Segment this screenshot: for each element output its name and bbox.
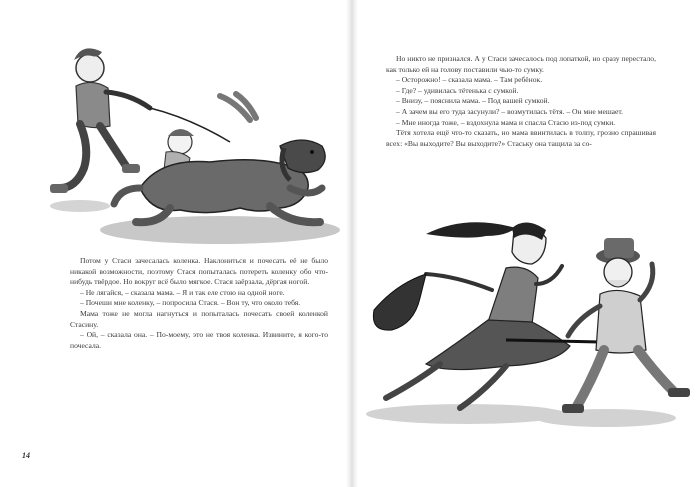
- left-paragraph-1: Потом у Стаси зачесалась коленка. Наклониться и почесать её не было никакой возможности, поэтому Стася попыталась потереть коленку обо что-нибудь твёрдое. Но вокруг всё было мягкое. Стася заёрзала, дёргая ногой.: [70, 256, 328, 287]
- left-paragraph-3: – Почеши мне коленку, – попросила Стася. – Вон ту, что около тебя.: [80, 298, 301, 308]
- right-paragraph-2: – Осторожно! – сказала мама. – Там ребёнок.: [396, 75, 543, 85]
- dog-figure: [114, 140, 325, 222]
- left-paragraph-5: – Ой, – сказала она. – По-моему, это не твоя коленка. Извините, я кого-то почесала.: [70, 330, 328, 350]
- page-number: 14: [22, 451, 30, 460]
- right-paragraph-5: – А зачем вы его туда засунули? – возмутилась тётя. – Он мне мешает.: [396, 106, 624, 116]
- right-paragraph-4: – Внизу, – пояснила мама. – Под вашей сумкой.: [396, 96, 550, 106]
- right-paragraph-1: Но никто не признался. А у Стаси зачесалось под лопаткой, но сразу перестало, как только ей на голову поставили чью-то сумку.: [386, 54, 656, 74]
- right-paragraph-6: – Мне иногда тоже, – вздохнула мама и спасла Стасю из-под сумки.: [396, 117, 616, 127]
- woman-and-old-man-illustration: [356, 214, 700, 434]
- old-man-figure: [562, 238, 690, 413]
- right-paragraph-3: – Где? – удивилась тётенька с сумкой.: [396, 85, 519, 95]
- left-paragraph-2: – Не лягайся, – сказала мама. – Я и так еле стою на одной ноге.: [80, 287, 285, 297]
- right-page-text: [386, 54, 656, 149]
- left-page-text: [70, 256, 328, 351]
- woman-figure: [373, 222, 570, 408]
- boy-walking-dog-illustration: [40, 38, 340, 248]
- left-page: [0, 0, 346, 487]
- right-paragraph-7: Тётя хотела ещё что-то сказать, но мама ввинтилась в толпу, грозно спрашивая всех: «Вы выходите? Вы выходите?» Стаську она тащила за со-: [386, 128, 656, 148]
- left-paragraph-4: Мама тоже не могла нагнуться и попыталась почесать своей коленкой Стасину.: [70, 308, 328, 329]
